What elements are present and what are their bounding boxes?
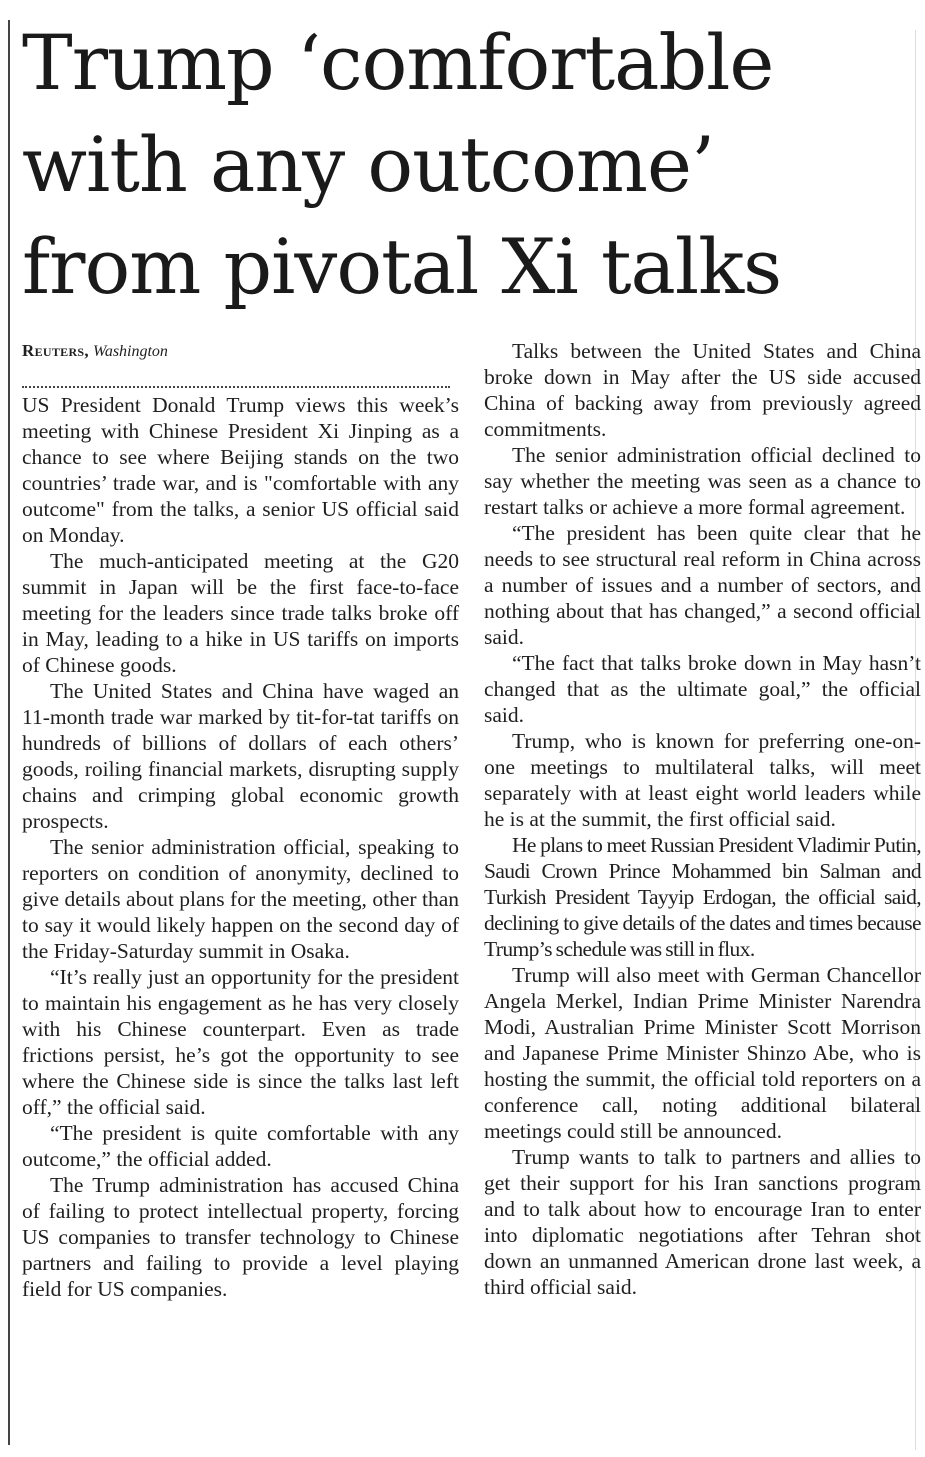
paragraph: Trump wants to talk to partners and allies to get their support for his Iran sanctions program and to talk about how to encourage Iran to enter into diplomatic negotiations after Tehran shot down an unmanned American drone last week, a third official said. — [484, 1145, 921, 1299]
byline — [22, 338, 459, 364]
paragraph: “The president has been quite clear that he needs to see structural real reform in China across a number of issues and a number of sectors, and nothing about that has changed,” a second official said. — [484, 521, 921, 649]
column-rule — [8, 20, 10, 1445]
paragraph: He plans to meet Russian President Vladimir Putin, Saudi Crown Prince Mohammed bin Salman and Turkish President Tayyip Erdogan, the official said, declining to give details of the dates and times because Trump’s schedule was still in flux. — [484, 833, 921, 961]
paragraph: The Trump administration has accused China of failing to protect intellectual property, forcing US companies to transfer technology to Chinese partners and failing to provide a level playing field for US companies. — [22, 1173, 459, 1301]
paragraph: The senior administration official declined to say whether the meeting was seen as a chance to restart talks or achieve a more formal agreement. — [484, 443, 921, 519]
article-column-right — [484, 338, 921, 1300]
paragraph: The United States and China have waged an 11-month trade war marked by tit-for-tat tariffs on hundreds of billions of dollars of each others’ goods, roiling financial markets, disrupting supply chains and crimping global economic growth prospects. — [22, 679, 459, 833]
paragraph: The much-anticipated meeting at the G20 summit in Japan will be the first face-to-face meeting for the leaders since trade talks broke off in May, leading to a hike in US tariffs on imports of Chinese goods. — [22, 549, 459, 677]
headline — [22, 12, 917, 318]
paragraph: Talks between the United States and China broke down in May after the US side accused China of backing away from previously agreed commitments. — [484, 339, 921, 441]
byline-location: Washington — [92, 343, 168, 360]
paragraph: Trump, who is known for preferring one-on-one meetings to multilateral talks, will meet separately with at least eight world leaders while he is at the summit, the first official said. — [484, 729, 921, 831]
paragraph: “The fact that talks broke down in May hasn’t changed that as the ultimate goal,” the official said. — [484, 651, 921, 727]
article-column-left — [22, 338, 459, 1302]
paragraph: “It’s really just an opportunity for the president to maintain his engagement as he has very closely with his Chinese counterpart. Even as trade frictions persist, he’s got the opportunity to see where the Chinese side is since the talks last left off,” the official said. — [22, 965, 459, 1119]
headline-line-2: with any outcome’ — [22, 120, 715, 209]
headline-line-3: from pivotal Xi talks — [22, 222, 782, 311]
headline-line-1: Trump ‘comfortable — [22, 18, 774, 107]
paragraph: “The president is quite comfortable with any outcome,” the official added. — [22, 1121, 459, 1171]
dotted-divider — [22, 364, 450, 388]
byline-agency: Reuters, — [22, 341, 89, 360]
paragraph: US President Donald Trump views this week’s meeting with Chinese President Xi Jinping as a chance to see where Beijing stands on the two countries’ trade war, and is "comfortable with any outcome" from the talks, a senior US official said on Monday. — [22, 393, 459, 547]
paragraph: Trump will also meet with German Chancellor Angela Merkel, Indian Prime Minister Narendra Modi, Australian Prime Minister Scott Morrison and Japanese Prime Minister Shinzo Abe, who is hosting the summit, the official told reporters on a conference call, noting additional bilateral meetings could still be announced. — [484, 963, 921, 1143]
paragraph: The senior administration official, speaking to reporters on condition of anonymity, declined to give details about plans for the meeting, other than to say it would likely happen on the second day of the Friday-Saturday summit in Osaka. — [22, 835, 459, 963]
